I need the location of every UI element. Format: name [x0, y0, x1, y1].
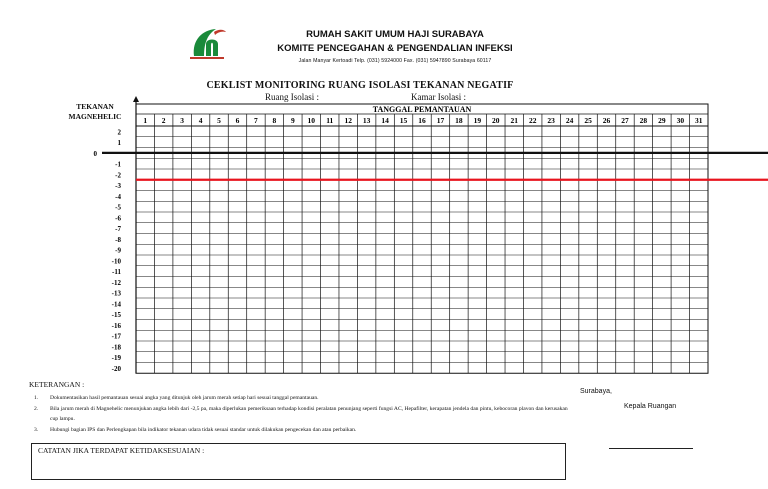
day-label: 25 — [584, 116, 592, 125]
axis-title-line1: TEKANAN — [76, 102, 114, 111]
pressure-label: -3 — [115, 182, 121, 190]
pressure-label: -8 — [115, 235, 121, 244]
day-label: 20 — [492, 116, 500, 125]
signatory-label: Kepala Ruangan — [624, 403, 677, 410]
hospital-address: Jalan Manyar Kertoadi Telp. (031) 5924000 Fax. (031) 5947890 Surabaya 60117 — [298, 58, 492, 64]
day-label: 18 — [455, 116, 463, 125]
pressure-label: -2 — [115, 171, 121, 180]
ruang-isolasi-label: Ruang Isolasi : — [265, 92, 319, 102]
pressure-label: -13 — [111, 289, 121, 298]
day-label: 3 — [180, 116, 185, 125]
pressure-label: -20 — [111, 364, 121, 373]
day-label: 17 — [436, 116, 445, 125]
day-label: 14 — [381, 116, 389, 125]
note-item: 2. Bila jarum merah di Magnehelic menunjukan angka lebih dari -2,5 pa, maka diperlukan pemeriksaan terhadap kondisi peralatan penunjang seperti fungsi AC, Hepafilter, kerapatan jendela dan pintu, kebocoran plavon dan kerusakan cup lampu. — [34, 405, 568, 422]
pressure-label: -4 — [115, 192, 121, 201]
pressure-label: 1 — [117, 139, 121, 147]
day-label: 2 — [161, 116, 166, 125]
kamar-isolasi-label: Kamar Isolasi : — [411, 92, 466, 102]
pressure-label: -15 — [111, 311, 121, 319]
day-label: 15 — [399, 116, 408, 125]
hospital-name: RUMAH SAKIT UMUM HAJI SURABAYA — [306, 29, 484, 40]
day-label: 30 — [676, 116, 685, 125]
pressure-label: -19 — [111, 354, 121, 362]
day-label: 1 — [143, 116, 148, 125]
note-item: 3. Hubungi bagian IPS dan Perlengkapan bila indikator tekanan udara tidak sesuai standar untuk dilakukan pengecekan dan atau perbaikan. — [34, 426, 357, 433]
grid-frame — [136, 104, 708, 373]
day-label: 5 — [217, 116, 221, 125]
day-label: 26 — [602, 116, 611, 125]
signature-line — [609, 448, 693, 449]
form-title: CEKLIST MONITORING RUANG ISOLASI TEKANAN NEGATIF — [206, 80, 514, 91]
pressure-label: -11 — [112, 268, 121, 276]
day-label: 28 — [639, 116, 648, 125]
day-label: 6 — [235, 116, 240, 125]
day-label: 24 — [565, 116, 574, 125]
day-label: 7 — [254, 116, 258, 125]
pressure-label: -9 — [115, 246, 121, 255]
pressure-label: -12 — [111, 278, 121, 287]
day-label: 29 — [658, 116, 666, 125]
pressure-label: -7 — [115, 225, 121, 233]
day-label: 11 — [326, 116, 334, 125]
pressure-label: -14 — [111, 300, 121, 309]
day-label: 8 — [272, 116, 277, 125]
notes-list — [34, 393, 574, 435]
pressure-label: -10 — [111, 257, 121, 266]
pressure-label: -17 — [111, 332, 121, 341]
day-label: 13 — [362, 116, 371, 125]
pressure-label: 2 — [117, 128, 121, 137]
day-label: 27 — [621, 116, 629, 125]
day-label: 19 — [473, 116, 482, 125]
catatan-label: CATATAN JIKA TERDAPAT KETIDAKSESUAIAN : — [38, 446, 205, 455]
date-header: TANGGAL PEMANTAUAN — [372, 105, 472, 114]
note-item: 1. Dokumentasikan hasil pemantauan sesuai angka yang ditunjuk oleh jarum merah setiap hari sesuai tanggal pemantauan. — [34, 395, 319, 401]
pressure-label: 0 — [93, 149, 97, 158]
pressure-label: -5 — [115, 203, 121, 212]
keterangan-label: KETERANGAN : — [29, 380, 85, 389]
axis-arrow-icon — [133, 96, 139, 102]
pressure-label: -16 — [111, 321, 121, 330]
day-label: 21 — [510, 116, 519, 125]
day-label: 23 — [547, 116, 555, 125]
axis-title-line2: MAGNEHELIC — [68, 112, 122, 121]
day-label: 31 — [695, 116, 703, 125]
day-label: 22 — [528, 116, 537, 125]
city-label: Surabaya, — [580, 388, 612, 395]
pressure-label: -18 — [111, 343, 121, 352]
catatan-box[interactable] — [31, 443, 566, 480]
day-label: 10 — [307, 116, 316, 125]
pressure-label: -1 — [115, 160, 121, 169]
pressure-label: -6 — [115, 214, 121, 223]
day-label: 12 — [344, 116, 352, 125]
day-label: 4 — [198, 116, 203, 125]
committee-name: KOMITE PENCEGAHAN & PENGENDALIAN INFEKSI — [277, 43, 513, 54]
day-label: 9 — [290, 116, 295, 125]
day-label: 16 — [418, 116, 426, 125]
